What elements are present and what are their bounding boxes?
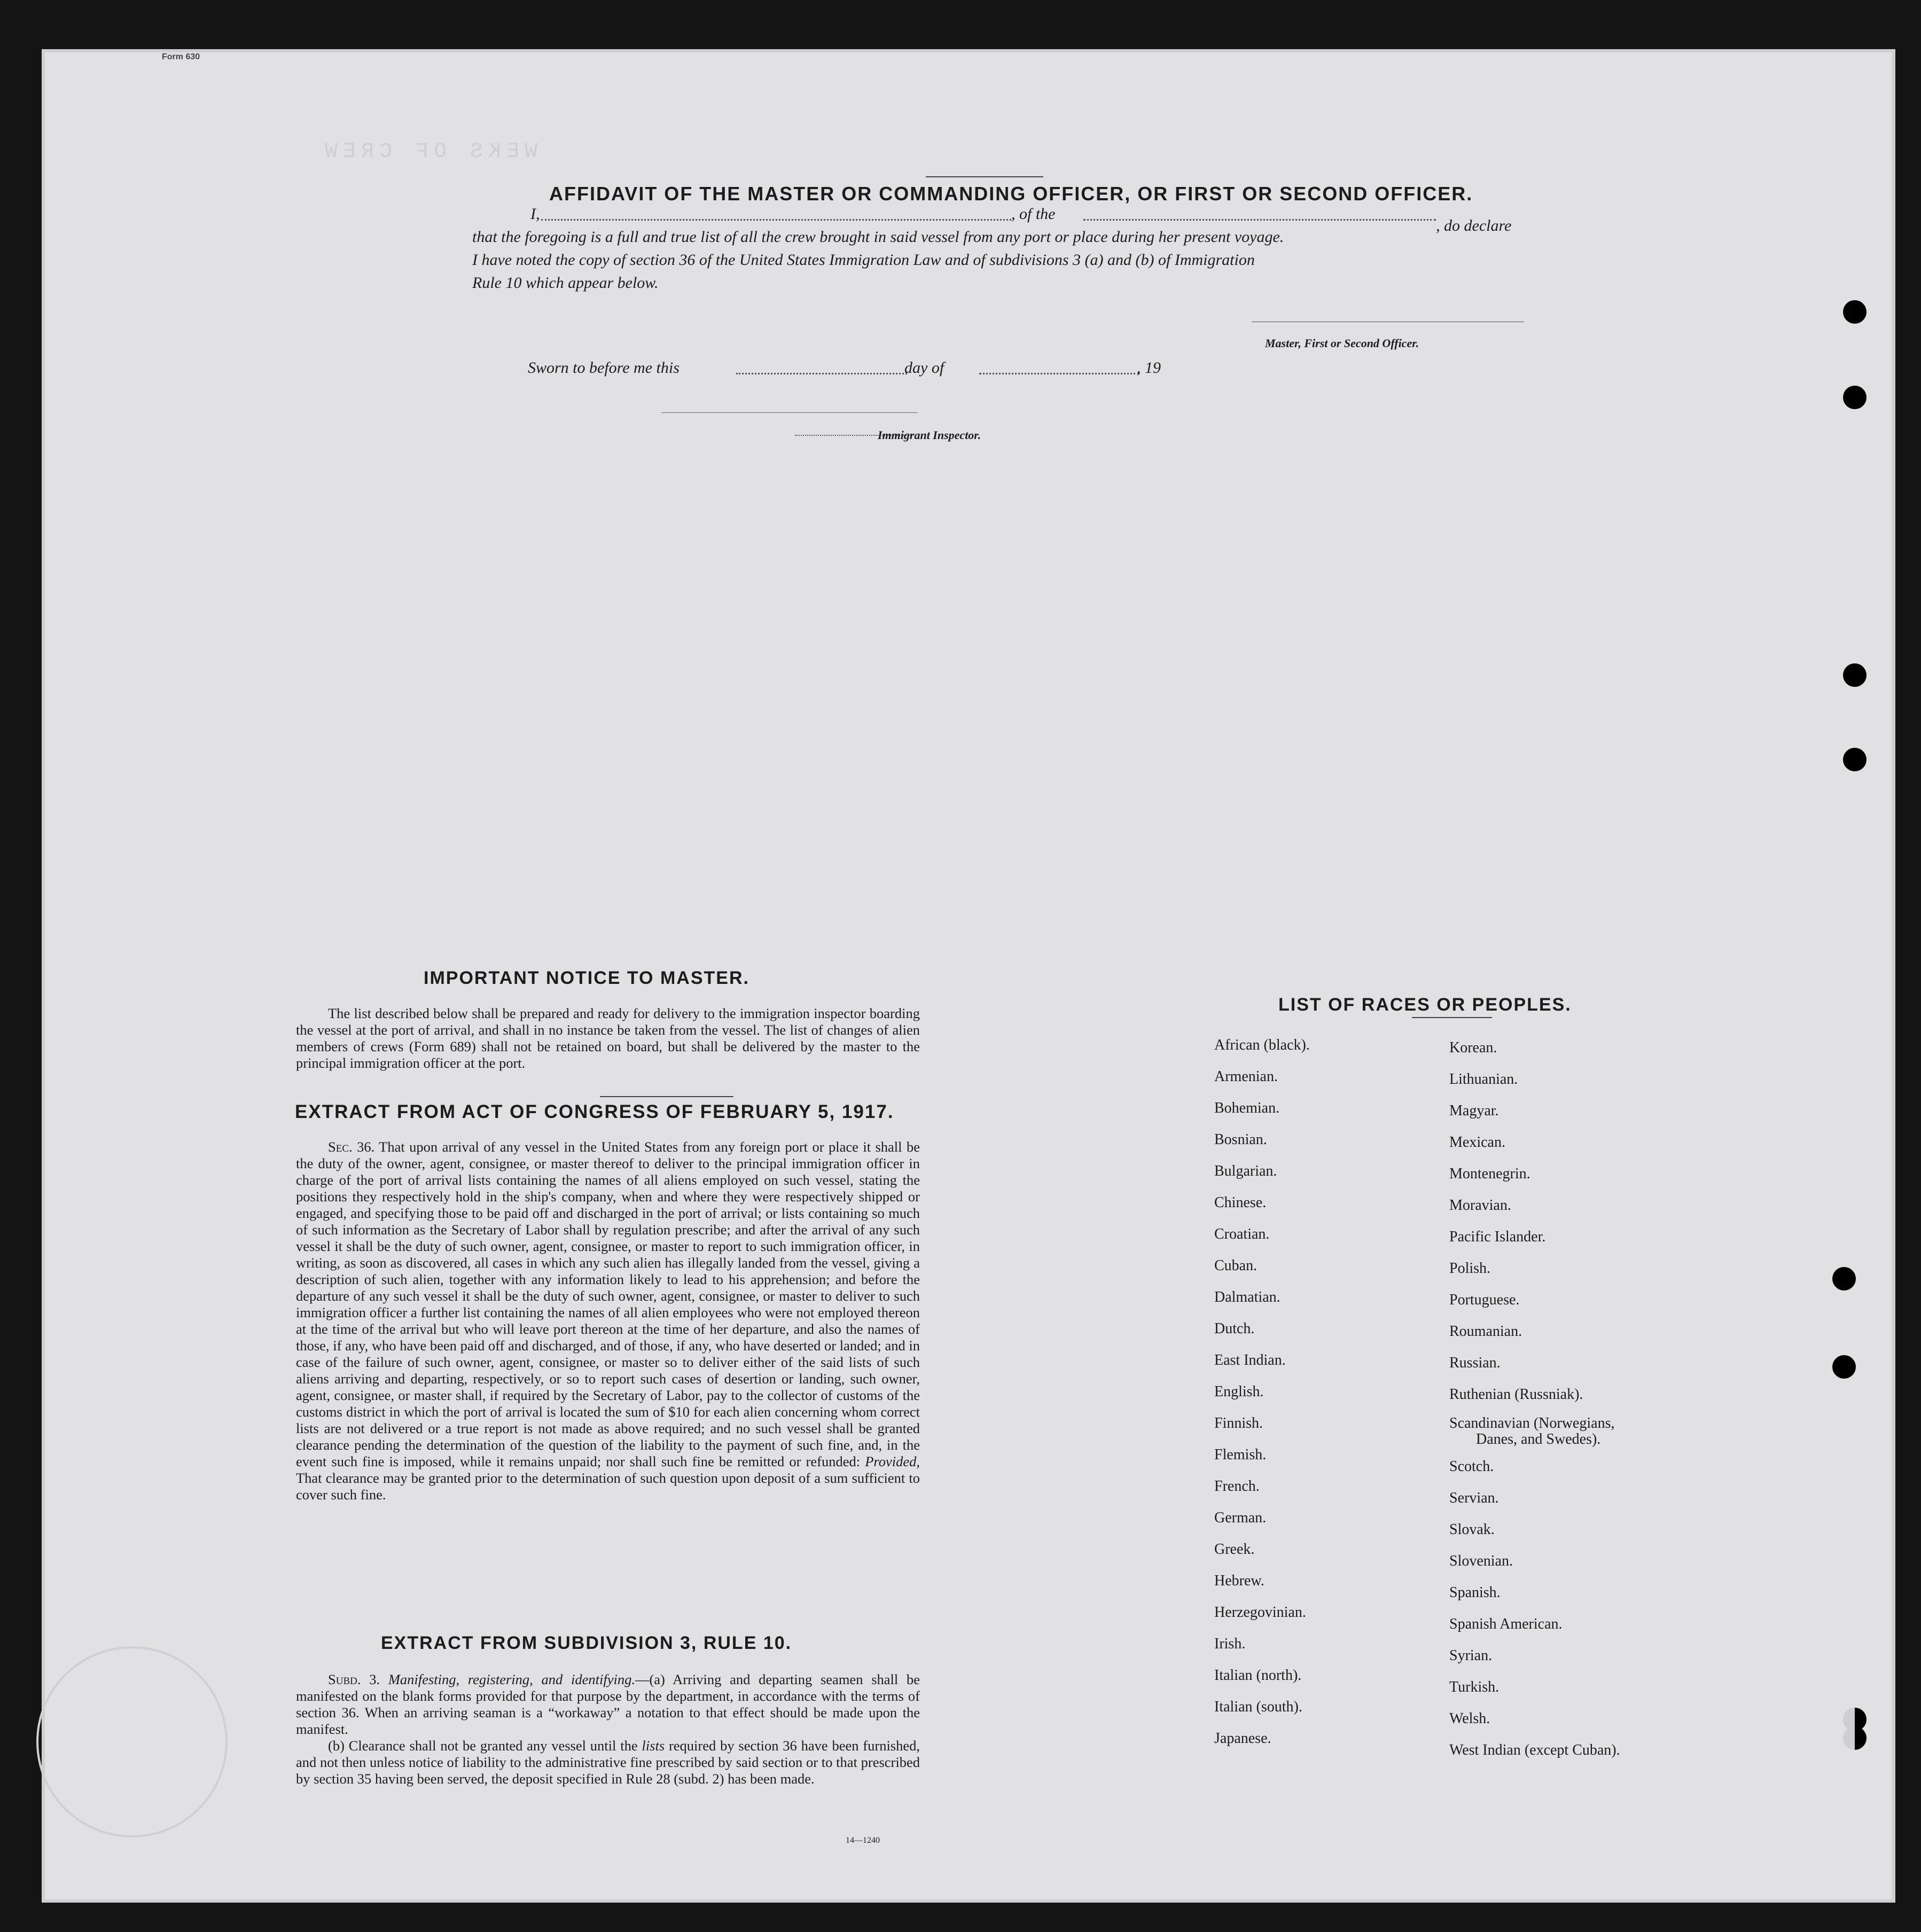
race-entry: Finnish. — [1214, 1415, 1263, 1432]
rule-body — [296, 1671, 920, 1787]
race-entry: Scotch. — [1449, 1458, 1494, 1475]
declaration-line-2: that the foregoing is a full and true list of all the crew brought in said vessel from any port or place during her present voyage. — [472, 228, 1284, 246]
race-entry: Bohemian. — [1214, 1100, 1280, 1116]
sworn-month-blank[interactable] — [979, 373, 1139, 374]
paragraph-b-end: required by section 36 have been furnished, and not then unless notice of liability to the administrative fine prescribed by said section or to that prescribed by section 35 having been served, the deposit specified in Rule 28 (subd. 2) has been made. — [296, 1738, 920, 1787]
race-entry: Herzegovinian. — [1214, 1604, 1306, 1621]
race-entry: Italian (south). — [1214, 1699, 1302, 1715]
document-page — [42, 49, 1895, 1903]
race-entry: Irish. — [1214, 1636, 1246, 1652]
race-entry: Chinese. — [1214, 1194, 1267, 1211]
subdivision-label: Subd. 3. — [328, 1671, 380, 1687]
race-entry: Polish. — [1449, 1260, 1491, 1277]
race-entry: Dutch. — [1214, 1320, 1255, 1337]
form-number: Form 630 — [162, 52, 200, 61]
declaration-of-the: , of the — [1011, 205, 1056, 223]
vessel-blank[interactable] — [1083, 219, 1436, 221]
race-entry: Moravian. — [1449, 1197, 1511, 1214]
notice-divider — [600, 1096, 733, 1097]
races-title-rule — [1412, 1017, 1492, 1018]
declaration-line-3: I have noted the copy of section 36 of the United States Immigration Law and of subdivisions 3 (a) and (b) of Immigration — [472, 251, 1255, 269]
race-entry: Welsh. — [1449, 1710, 1490, 1727]
binder-hole-partial — [1843, 1708, 1867, 1731]
race-entry: West Indian (except Cuban). — [1449, 1742, 1620, 1758]
races-title: LIST OF RACES OR PEOPLES. — [1278, 995, 1572, 1015]
binder-hole — [1832, 1267, 1856, 1290]
race-entry: Magyar. — [1449, 1102, 1499, 1119]
affidavit-title-rule — [926, 176, 1043, 177]
notice-paragraph: The list described below shall be prepared and ready for delivery to the immigration inspector boarding the vessel at the port of arrival, and shall in no instance be taken from the vessel. The list of changes of alien members of crews (Form 689) shall not be retained on board, but shall be delivered by the master to the principal immigration officer at the port. — [296, 1005, 920, 1071]
declaration-do-declare: , do declare — [1436, 217, 1512, 234]
race-entry: Slovak. — [1449, 1521, 1495, 1538]
race-entry: Portuguese. — [1449, 1292, 1520, 1308]
race-entry: Russian. — [1449, 1355, 1501, 1371]
race-entry: Servian. — [1449, 1490, 1499, 1506]
notice-title: IMPORTANT NOTICE TO MASTER. — [424, 968, 749, 988]
race-entry: Lithuanian. — [1449, 1071, 1518, 1088]
paragraph-b-start: (b) Clearance shall not be granted any vessel until the — [328, 1738, 638, 1754]
race-entry: Mexican. — [1449, 1134, 1505, 1151]
race-entry: Slovenian. — [1449, 1553, 1513, 1569]
race-entry: Turkish. — [1449, 1679, 1500, 1695]
master-caption: Master, First or Second Officer. — [1265, 337, 1419, 350]
race-entry: Korean. — [1449, 1039, 1497, 1056]
race-entry: Spanish. — [1449, 1584, 1501, 1601]
bleed-through-text: WEKS OF CREW — [319, 140, 538, 164]
race-entry: Cuban. — [1214, 1257, 1258, 1274]
race-entry: French. — [1214, 1478, 1260, 1495]
provided-word: Provided, — [865, 1453, 920, 1469]
paragraph-b-lists: lists — [642, 1738, 665, 1754]
rule-title: EXTRACT FROM SUBDIVISION 3, RULE 10. — [381, 1633, 792, 1653]
race-entry: Pacific Islander. — [1449, 1229, 1546, 1245]
race-entry: Hebrew. — [1214, 1573, 1264, 1589]
section-label: Sec. 36. — [328, 1139, 375, 1155]
race-entry: African (black). — [1214, 1037, 1310, 1053]
paragraph-a: —(a) Arriving and departing seamen shall be manifested on the blank forms provided for that purpose by the department, in accordance with the terms of section 36. When an arriving seaman is a “workaway” a notation to that effect should be made upon the manifest. — [296, 1671, 920, 1737]
race-entry: Danes, and Swedes). — [1476, 1431, 1601, 1448]
subdivision-heading: Manifesting, registering, and identifying. — [388, 1671, 635, 1687]
act-title: EXTRACT FROM ACT OF CONGRESS OF FEBRUARY 5, 1917. — [295, 1101, 894, 1122]
section-36-end: That clearance may be granted prior to the determination of such question upon deposit of a sum sufficient to cover such fine. — [296, 1470, 920, 1503]
declaration-line-4: Rule 10 which appear below. — [472, 274, 659, 292]
race-entry: Spanish American. — [1449, 1616, 1563, 1632]
binder-hole — [1832, 1355, 1856, 1379]
binder-hole — [1843, 748, 1867, 771]
race-entry: Scandinavian (Norwegians, — [1449, 1415, 1615, 1432]
races-right-column — [1449, 1032, 1620, 1766]
race-entry: Armenian. — [1214, 1068, 1278, 1085]
race-entry: East Indian. — [1214, 1352, 1286, 1368]
race-entry: Syrian. — [1449, 1647, 1493, 1664]
binder-hole — [1843, 663, 1867, 687]
sworn-prefix: Sworn to before me this — [528, 359, 680, 377]
race-entry: Bosnian. — [1214, 1131, 1267, 1148]
race-entry: Roumanian. — [1449, 1323, 1522, 1340]
race-entry: Montenegrin. — [1449, 1166, 1530, 1182]
seal-bleed-through — [36, 1646, 228, 1837]
sworn-day-blank[interactable] — [736, 373, 907, 374]
race-entry: Croatian. — [1214, 1226, 1270, 1242]
race-entry: German. — [1214, 1509, 1267, 1526]
race-entry: Bulgarian. — [1214, 1163, 1277, 1179]
binder-hole — [1843, 300, 1867, 324]
affidavit-title: AFFIDAVIT OF THE MASTER OR COMMANDING OFFICER, OR FIRST OR SECOND OFFICER. — [549, 183, 1473, 205]
inspector-signature-line — [661, 412, 918, 413]
notice-body — [296, 1005, 920, 1071]
race-entry: Japanese. — [1214, 1730, 1271, 1747]
race-entry: Italian (north). — [1214, 1667, 1302, 1684]
act-body — [296, 1139, 920, 1503]
inspector-caption: Immigrant Inspector. — [878, 428, 981, 442]
race-entry: English. — [1214, 1383, 1264, 1400]
race-entry: Greek. — [1214, 1541, 1255, 1558]
race-entry: Flemish. — [1214, 1446, 1267, 1463]
sworn-year: , 19 — [1137, 359, 1161, 377]
section-36-text: That upon arrival of any vessel in the United States from any foreign port or place it shall be the duty of the owner, agent, consignee, or master thereof to deliver to the principal immigration officer in charge of the port of arrival lists containing the names of all aliens employed on such vessel, stating the positions they respectively hold in the ship's company, when and where they were respectively shipped or engaged, and specifying those to be paid off and discharged in the port of arrival; or lists containing so much of such information as the Secretary of Labor shall by regulation prescribe; and after the arrival of any such vessel it shall be the duty of such owner, agent, consignee, or master to report to such immigration officer, in writing, as soon as discovered, all cases in which any such alien has illegally landed from the vessel, giving a description of such alien, together with any information likely to lead to his apprehension; and before the departure of any such vessel it shall be the duty of such owner, agent, consignee, or master to deliver to such immigration officer a further list containing the names of all alien employees who were not employed thereon at the time of the arrival but who will leave port thereon at the time of her departure, and also the names of those, if any, who have been paid off and discharged, and of those, if any, who have deserted or landed; and in case of the failure of such owner, agent, consignee, or master so to deliver either of the said lists of such aliens arriving and departing, respectively, or so to report such cases of desertion or landing, such owner, agent, consignee, or master shall, if required by the Secretary of Labor, pay to the collector of customs of the customs district in which the port of arrival is located the sum of $10 for each alien concerning whom correct lists are not delivered or a true report is not made as above required; and no such vessel shall be granted clearance pending the determination of the question of the liability to the payment of such fine, and, in the event such fine is imposed, while it remains unpaid; nor shall such fine be remitted or refunded: — [296, 1139, 920, 1469]
sworn-day-of: day of — [904, 359, 944, 377]
races-left-column — [1214, 1029, 1310, 1754]
name-blank[interactable] — [541, 219, 1011, 221]
print-code: 14—1240 — [846, 1836, 880, 1845]
race-entry: Ruthenian (Russniak). — [1449, 1386, 1583, 1403]
declaration-line-1-i: I, — [530, 205, 540, 223]
race-entry: Dalmatian. — [1214, 1289, 1280, 1305]
binder-hole — [1843, 386, 1867, 409]
